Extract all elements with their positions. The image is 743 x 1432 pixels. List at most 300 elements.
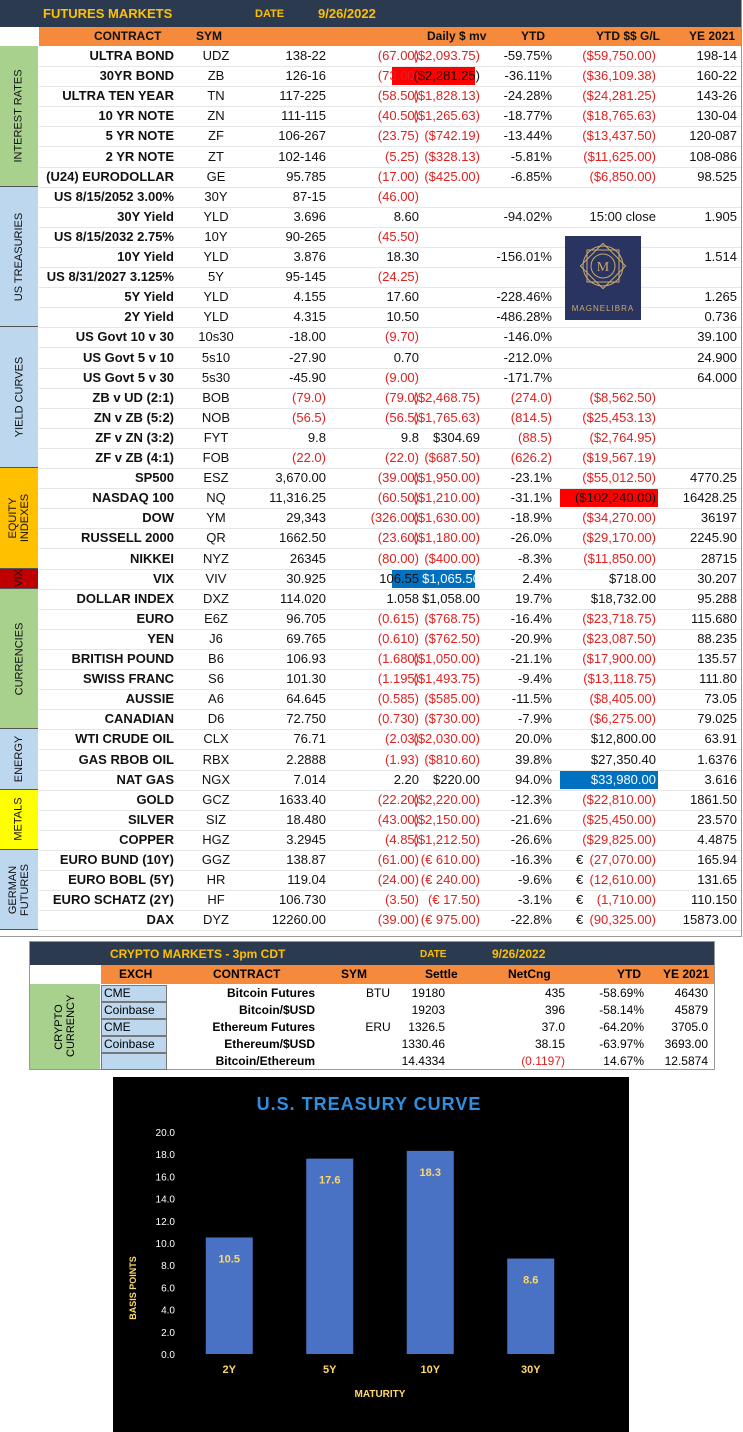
cell-ytd: -31.1% xyxy=(510,490,552,506)
cell-sym: QR xyxy=(206,530,226,546)
table-row xyxy=(39,66,741,87)
cell-chg: (58.50) xyxy=(377,88,419,104)
cell-name: DAX xyxy=(146,912,174,928)
cell-ytd: (274.0) xyxy=(510,389,552,405)
cell-name: US 8/15/2052 3.00% xyxy=(54,188,174,204)
data-label: 17.6 xyxy=(319,1174,341,1187)
cell-gl: ($19,567.19) xyxy=(582,450,656,465)
cell-sym: ESZ xyxy=(203,470,229,486)
cell-dmv: ($2,093.75) xyxy=(413,48,480,63)
cell-ytd: -212.0% xyxy=(503,349,552,365)
x-tick-label: 2Y xyxy=(222,1364,236,1376)
cell-name: AUSSIE xyxy=(125,691,174,707)
cell-name: DOLLAR INDEX xyxy=(76,590,174,606)
cell-chg: (1.93) xyxy=(385,751,419,767)
cell-dmv: ($1,630.00) xyxy=(413,510,480,526)
cell-name: Bitcoin/$USD xyxy=(238,1003,315,1017)
table-row xyxy=(39,569,741,590)
cell-ytd: -23.1% xyxy=(510,470,552,486)
cell-price: 3,670.00 xyxy=(275,470,326,486)
cell-name: YEN xyxy=(147,630,174,646)
cell-dmv: (€ 240.00) xyxy=(420,872,480,888)
cell-price: 7.014 xyxy=(293,771,326,787)
cell-name: ULTRA TEN YEAR xyxy=(62,88,174,104)
cell-name: Ethereum/$USD xyxy=(224,1037,315,1051)
cell-sym: 10s30 xyxy=(198,329,234,345)
cell-chg: (9.70) xyxy=(385,329,419,345)
cell-net: 396 xyxy=(544,1003,565,1017)
data-label: 18.3 xyxy=(419,1166,441,1179)
section-label xyxy=(0,468,38,569)
cell-ye: 28715 xyxy=(700,550,737,566)
cell-ytd: 39.8% xyxy=(515,751,552,767)
cell-chg: (79.0) xyxy=(385,389,419,405)
x-tick-label: 10Y xyxy=(420,1364,441,1376)
cell-name: 30YR BOND xyxy=(99,68,174,84)
cell-name: Bitcoin Futures xyxy=(226,986,315,1000)
cell-chg: (2.03) xyxy=(385,731,419,747)
cell-gl: ($59,750.00) xyxy=(582,48,656,63)
y-tick-label: 2.0 xyxy=(161,1327,175,1339)
cell-sym: E6Z xyxy=(204,610,228,626)
cell-ye: 165.94 xyxy=(697,852,737,867)
cell-gl: (12,610.00) xyxy=(589,872,656,888)
cell-ye: 2245.90 xyxy=(690,530,737,546)
cell-price: 1662.50 xyxy=(279,530,326,546)
futures-title-bar xyxy=(0,0,741,27)
cell-sym: VIV xyxy=(205,570,227,586)
cell-name: GAS RBOB OIL xyxy=(78,751,174,767)
cell-sym: A6 xyxy=(208,691,224,707)
cell-chg: (0.585) xyxy=(377,691,419,707)
bar-5Y xyxy=(306,1159,353,1354)
cell-ye: 120-087 xyxy=(689,128,737,144)
section-label xyxy=(0,187,38,328)
cell-eur: € xyxy=(576,912,584,928)
cell-ye: 15873.00 xyxy=(682,912,737,928)
cell-ye: 1.265 xyxy=(704,289,737,305)
section-label xyxy=(0,850,38,930)
section-label-text: CURRENCIES xyxy=(13,622,26,695)
table-row xyxy=(39,609,741,630)
cell-chg: 10.50 xyxy=(386,309,419,325)
cell-sym: BOB xyxy=(202,389,230,405)
cell-ytd: -20.9% xyxy=(510,630,552,646)
y-tick-label: 8.0 xyxy=(161,1261,175,1273)
cell-name: US 8/15/2032 2.75% xyxy=(54,228,174,244)
cell-chg: (73.00) xyxy=(377,68,419,84)
cell-price: -18.00 xyxy=(289,329,326,345)
cell-name: EURO xyxy=(136,610,174,626)
cell-exch: Coinbase xyxy=(101,1002,167,1019)
cell-ytd: -11.5% xyxy=(511,691,552,707)
cell-ytd: 20.0% xyxy=(515,731,552,747)
cell-ye: 130-04 xyxy=(696,108,737,124)
cell-dmv: ($2,468.75) xyxy=(413,389,480,405)
header-ytd: YTD xyxy=(521,29,545,43)
cell-chg: (23.75) xyxy=(377,128,419,144)
x-tick-label: 5Y xyxy=(323,1364,337,1376)
cell-name: EURO BUND (10Y) xyxy=(59,852,174,867)
cell-chg: (1.680) xyxy=(377,651,419,666)
y-tick-label: 20.0 xyxy=(155,1128,175,1139)
crypto-title: CRYPTO MARKETS - 3pm CDT xyxy=(110,947,286,961)
cell-ytd: (626.2) xyxy=(510,450,552,465)
cell-sym: NYZ xyxy=(203,550,229,566)
cell-gl: ($11,625.00) xyxy=(583,148,656,164)
cell-name: US Govt 5 v 10 xyxy=(82,349,174,365)
cell-ytd: (814.5) xyxy=(510,409,552,425)
header-ytd-gl: YTD $$ G/L xyxy=(596,29,661,43)
chart-title: U.S. TREASURY CURVE xyxy=(256,1094,482,1114)
cell-chg: (40.50) xyxy=(377,108,419,124)
cell-gl: (90,325.00) xyxy=(589,912,656,928)
header-contract: CONTRACT xyxy=(213,967,281,981)
cell-price: 114.020 xyxy=(279,590,326,606)
cell-price: 101.30 xyxy=(286,671,326,687)
bar-10Y xyxy=(407,1151,454,1354)
cell-exch xyxy=(101,1053,167,1070)
chart-x-axis-label: MATURITY xyxy=(354,1389,406,1400)
cell-price: 11,316.25 xyxy=(269,490,326,506)
table-row xyxy=(39,890,741,911)
cell-ytd: (88.5) xyxy=(518,429,552,445)
crypto-row xyxy=(101,1002,714,1019)
cell-ytd: -146.0% xyxy=(503,329,552,345)
cell-name: US 8/31/2027 3.125% xyxy=(46,269,174,285)
table-row xyxy=(39,327,741,348)
cell-ytd: -63.97% xyxy=(599,1037,644,1051)
cell-price: 119.04 xyxy=(287,872,326,888)
cell-settle: 19180 xyxy=(411,986,445,1000)
cell-price: 3.2945 xyxy=(286,831,326,847)
cell-chg: (22.0) xyxy=(385,450,419,465)
cell-price: 106-267 xyxy=(278,128,326,144)
cell-dmv: ($1,765.63) xyxy=(413,409,480,425)
cell-ytd: -58.14% xyxy=(599,1003,644,1017)
cell-dmv: ($2,281.25) xyxy=(413,68,480,84)
cell-chg: (39.00) xyxy=(377,470,419,486)
cell-ytd: -8.3% xyxy=(518,550,552,566)
cell-dmv: $1,065.50 xyxy=(422,570,480,586)
cell-name: US Govt 10 v 30 xyxy=(75,329,174,345)
cell-dmv: (€ 17.50) xyxy=(427,892,480,908)
cell-exch: CME xyxy=(101,985,167,1002)
table-row xyxy=(39,126,741,147)
cell-ytd: 94.0% xyxy=(515,771,552,787)
treasury-curve-chart xyxy=(113,1077,629,1432)
cell-ye: 45879 xyxy=(674,1003,708,1017)
cell-gl: ($11,850.00) xyxy=(583,550,656,566)
cell-ytd: 19.7% xyxy=(515,590,552,606)
cell-ye: 198-14 xyxy=(696,48,737,63)
cell-ye: 1.905 xyxy=(704,208,737,224)
y-tick-label: 0.0 xyxy=(161,1350,175,1361)
cell-sym: YLD xyxy=(203,289,229,305)
table-row xyxy=(39,729,741,750)
header-exch: EXCH xyxy=(119,967,153,981)
cell-ytd: 14.67% xyxy=(603,1054,644,1068)
cell-dmv: ($328.13) xyxy=(424,148,480,164)
logo-text: MAGNELIBRA xyxy=(571,304,635,313)
cell-gl: ($6,275.00) xyxy=(589,711,656,727)
cell-name: COPPER xyxy=(119,831,174,847)
table-row xyxy=(39,689,741,710)
table-row xyxy=(39,910,741,931)
cell-name: Bitcoin/Ethereum xyxy=(215,1054,315,1068)
cell-eur: € xyxy=(576,872,584,888)
cell-exch: CME xyxy=(101,1019,167,1036)
cell-ye: 135.57 xyxy=(697,651,737,666)
cell-sym: GE xyxy=(206,168,226,184)
table-row xyxy=(39,528,741,549)
cell-gl: ($24,281.25) xyxy=(582,88,656,104)
cell-name: SWISS FRANC xyxy=(83,671,174,687)
cell-sym: YLD xyxy=(203,309,229,325)
cell-chg: 17.60 xyxy=(386,289,419,305)
cell-chg: (0.610) xyxy=(377,630,419,646)
cell-name: NIKKEI xyxy=(129,550,174,566)
cell-name: NASDAQ 100 xyxy=(92,490,174,506)
cell-ytd: -3.1% xyxy=(518,892,552,908)
cell-chg: (326.00) xyxy=(370,510,419,526)
cell-ytd: -9.6% xyxy=(518,872,552,888)
section-label-text: YIELD CURVES xyxy=(13,356,25,438)
cell-chg: (67.00) xyxy=(377,48,419,63)
cell-price: 96.705 xyxy=(286,610,326,626)
cell-sym: ZN xyxy=(207,108,225,124)
cell-sym: HGZ xyxy=(202,831,230,847)
cell-name: 10 YR NOTE xyxy=(98,108,174,124)
cell-ye: 115.680 xyxy=(690,610,737,626)
cell-name: BRITISH POUND xyxy=(71,651,174,666)
cell-gl: ($23,718.75) xyxy=(582,610,656,626)
cell-net: 37.0 xyxy=(541,1020,565,1034)
table-row xyxy=(39,709,741,730)
magnelibra-logo xyxy=(565,236,641,320)
cell-sym: FYT xyxy=(203,429,229,445)
cell-name: 5 YR NOTE xyxy=(105,128,174,144)
cell-ye: 64.000 xyxy=(697,369,737,385)
table-row xyxy=(39,368,741,389)
cell-sym: 5Y xyxy=(208,269,224,285)
cell-sym: J6 xyxy=(209,630,223,646)
section-label xyxy=(0,790,38,850)
cell-sym: HF xyxy=(207,892,225,908)
crypto-date: 9/26/2022 xyxy=(492,947,546,961)
cell-gl: ($13,437.50) xyxy=(582,128,656,144)
cell-gl: ($6,850.00) xyxy=(589,168,656,184)
table-row xyxy=(39,348,741,369)
crypto-row xyxy=(101,1036,714,1053)
cell-ye: 95.288 xyxy=(697,590,737,606)
cell-sym: ZT xyxy=(208,148,224,164)
table-row xyxy=(39,448,741,469)
cell-dmv: ($742.19) xyxy=(424,128,480,144)
cell-chg: (1.195) xyxy=(377,671,419,687)
cell-gl: ($34,270.00) xyxy=(582,510,656,526)
cell-gl: ($13,118.75) xyxy=(583,671,656,687)
cell-gl: ($36,109.38) xyxy=(582,68,656,84)
cell-sym: NOB xyxy=(201,409,231,425)
cell-gl: ($8,405.00) xyxy=(589,691,656,707)
header-sym: SYM xyxy=(341,967,368,981)
cell-ytd: -6.85% xyxy=(510,168,552,184)
cell-name: EURO SCHATZ (2Y) xyxy=(52,892,174,908)
table-row xyxy=(39,669,741,690)
cell-price: 30.925 xyxy=(286,570,326,586)
section-label-text: EQUITY INDEXES xyxy=(7,493,32,542)
cell-name: 30Y Yield xyxy=(117,208,174,224)
cell-ye: 1.6376 xyxy=(697,751,737,767)
header-ytd: YTD xyxy=(617,967,641,981)
table-row xyxy=(39,408,741,429)
cell-chg: (4.85) xyxy=(385,831,419,847)
section-label xyxy=(0,46,38,187)
header-sym: SYM xyxy=(196,29,223,43)
x-tick-label: 30Y xyxy=(520,1364,541,1376)
cell-name: RUSSELL 2000 xyxy=(81,530,174,546)
chart-canvas xyxy=(113,1077,629,1432)
cell-gl: ($23,087.50) xyxy=(582,630,656,646)
cell-sym: NQ xyxy=(206,490,226,506)
cell-ye: 79.025 xyxy=(697,711,737,727)
cell-ytd: -94.02% xyxy=(503,208,552,224)
cell-dmv: ($2,150.00) xyxy=(413,811,480,827)
cell-ytd: -5.81% xyxy=(510,148,552,164)
cell-exch: Coinbase xyxy=(101,1036,167,1053)
cell-chg: (9.00) xyxy=(385,369,419,385)
cell-ye: 88.235 xyxy=(697,630,737,646)
table-row xyxy=(39,508,741,529)
cell-sym: 10Y xyxy=(204,228,228,244)
y-tick-label: 16.0 xyxy=(155,1172,175,1184)
cell-ye: 1861.50 xyxy=(690,791,737,807)
cell-price: 29,343 xyxy=(286,510,326,526)
y-tick-label: 14.0 xyxy=(155,1194,175,1206)
cell-sym: 5s30 xyxy=(201,369,231,385)
cell-name: DOW xyxy=(142,510,174,526)
table-row xyxy=(39,750,741,771)
cell-ytd: -16.4% xyxy=(510,610,552,626)
y-tick-label: 4.0 xyxy=(161,1305,175,1317)
cell-name: EURO BOBL (5Y) xyxy=(68,872,174,888)
header-settle: Settle xyxy=(425,967,458,981)
cell-ye: 23.570 xyxy=(697,811,737,827)
cell-dmv: $220.00 xyxy=(433,771,480,787)
cell-dmv: ($768.75) xyxy=(424,610,480,626)
table-row xyxy=(39,46,741,67)
cell-name: NAT GAS xyxy=(116,771,174,787)
cell-sym: 30Y xyxy=(204,188,228,204)
cell-gl: ($17,900.00) xyxy=(582,651,656,666)
cell-dmv: ($425.00) xyxy=(424,168,480,184)
table-row xyxy=(39,428,741,449)
table-row xyxy=(39,870,741,891)
cell-price: 90-265 xyxy=(285,228,326,244)
cell-chg: (43.00) xyxy=(377,811,419,827)
cell-gl: ($2,764.95) xyxy=(589,429,656,445)
cell-name: US Govt 5 v 30 xyxy=(82,369,174,385)
cell-ye: 3.616 xyxy=(704,771,737,787)
cell-eur: € xyxy=(576,852,584,867)
cell-name: ZB v UD (2:1) xyxy=(92,389,174,405)
cell-chg: (22.20) xyxy=(377,791,419,807)
cell-ye: 46430 xyxy=(674,986,708,1000)
cell-dmv: ($1,210.00) xyxy=(413,490,480,506)
crypto-row xyxy=(101,1053,714,1070)
cell-dmv: ($585.00) xyxy=(424,691,480,707)
y-tick-label: 12.0 xyxy=(155,1216,175,1228)
cell-price: 102-146 xyxy=(278,148,326,164)
cell-price: 87-15 xyxy=(292,188,326,204)
section-label xyxy=(0,569,38,589)
cell-sym: ZF xyxy=(208,128,224,144)
cell-dmv: ($1,212.50) xyxy=(413,831,480,847)
cell-ytd: -228.46% xyxy=(496,289,552,305)
cell-price: 18.480 xyxy=(286,811,326,827)
cell-ye: 4.4875 xyxy=(697,831,737,847)
table-row xyxy=(39,589,741,610)
cell-chg: (24.00) xyxy=(377,872,419,888)
table-row xyxy=(39,468,741,489)
cell-price: 1633.40 xyxy=(279,791,326,807)
table-row xyxy=(39,629,741,650)
y-tick-label: 18.0 xyxy=(155,1150,175,1162)
cell-sym: GGZ xyxy=(201,852,231,867)
cell-chg: (56.5) xyxy=(385,409,419,425)
cell-chg: (0.730) xyxy=(377,711,419,727)
cell-dmv: ($400.00) xyxy=(424,550,480,566)
cell-dmv: ($762.50) xyxy=(424,630,480,646)
crypto-section-text: CRYPTO CURRENCY xyxy=(53,994,77,1057)
cell-dmv: ($1,265.63) xyxy=(413,108,480,124)
table-row xyxy=(39,86,741,107)
cell-ye: 30.207 xyxy=(697,570,737,586)
cell-gl: ($55,012.50) xyxy=(582,470,656,486)
cell-gl: ($29,170.00) xyxy=(582,530,656,546)
table-row xyxy=(39,850,741,871)
cell-settle: 1330.46 xyxy=(401,1037,445,1051)
cell-price: 12260.00 xyxy=(271,912,326,928)
cell-name: 2Y Yield xyxy=(124,309,174,325)
cell-dmv: ($2,220.00) xyxy=(413,791,480,807)
cell-name: (U24) EURODOLLAR xyxy=(46,168,174,184)
cell-ytd: -21.1% xyxy=(510,651,552,666)
cell-chg: (5.25) xyxy=(385,148,419,164)
cell-name: ULTRA BOND xyxy=(89,48,174,63)
cell-gl: $18,732.00 xyxy=(590,590,656,606)
cell-price: 72.750 xyxy=(286,711,326,727)
table-row xyxy=(39,388,741,409)
cell-chg: 2.20 xyxy=(393,771,419,787)
cell-ye: 4770.25 xyxy=(690,470,737,486)
cell-sym: ZB xyxy=(207,68,225,84)
cell-sym: YLD xyxy=(203,208,229,224)
header-netcng: NetCng xyxy=(508,967,551,981)
cell-ytd: -24.28% xyxy=(503,88,552,104)
crypto-row xyxy=(101,985,714,1002)
cell-settle: 1326.5 xyxy=(408,1020,445,1034)
cell-price: -27.90 xyxy=(289,349,326,365)
cell-name: GOLD xyxy=(136,791,174,807)
cell-sym: RBX xyxy=(202,751,230,767)
cell-gl: ($18,765.63) xyxy=(582,108,656,124)
cell-net: (0.1197) xyxy=(521,1054,565,1068)
bar-30Y xyxy=(507,1259,554,1354)
section-label-text: US TREASURIES xyxy=(13,212,25,301)
cell-sym: D6 xyxy=(207,711,225,727)
